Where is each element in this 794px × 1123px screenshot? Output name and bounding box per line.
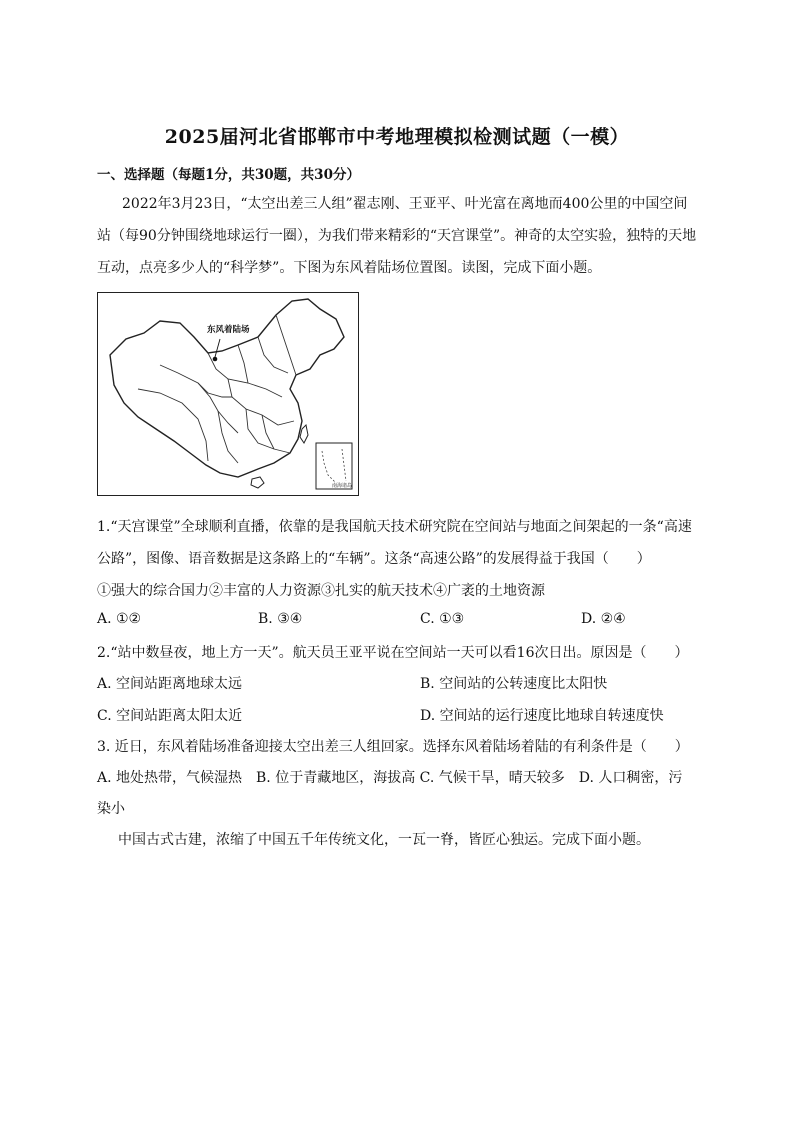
q1-option-b: B. ③④ bbox=[258, 611, 303, 627]
passage1-line-1: 2022年3月23日，“太空出差三人组”翟志刚、王亚平、叶光富在离地而400公里的中国空间 bbox=[122, 196, 688, 212]
passage1-line-2: 站（每90分钟围绕地球运行一圈），为我们带来精彩的“天宫课堂”。神奇的太空实验，独特的天地 bbox=[97, 228, 697, 244]
q1-option-d: D. ②④ bbox=[581, 611, 626, 627]
passage1-line-3: 互动，点亮多少人的“科学梦”。下图为东风着陆场位置图。读图，完成下面小题。 bbox=[97, 260, 602, 276]
document-title: 2025届河北省邯郸市中考地理模拟检测试题（一模） bbox=[164, 126, 630, 148]
q1-option-a: A. ①② bbox=[97, 611, 142, 627]
passage2: 中国古式古建，浓缩了中国五千年传统文化，一瓦一脊，皆匠心独运。完成下面小题。 bbox=[118, 832, 650, 848]
q3-line: 3. 近日，东风着陆场准备迎接太空出差三人组回家。选择东风着陆场着陆的有利条件是（ ） bbox=[97, 739, 689, 755]
q2-option-a: A. 空间站距离地球太远 bbox=[97, 676, 243, 692]
q3-options-line: A. 地处热带，气候湿热 B. 位于青藏地区，海拔高 C. 气候干旱，晴天较多 D. 人口稠密，污 bbox=[97, 770, 683, 786]
svg-text:南海诸岛: 南海诸岛 bbox=[332, 483, 353, 489]
q2-option-d: D. 空间站的运行速度比地球自转速度快 bbox=[420, 708, 664, 724]
q1-line-2: 公路”，图像、语音数据是这条路上的“车辆”。这条“高速公路”的发展得益于我国（ ） bbox=[97, 551, 651, 567]
q1-option-c: C. ①③ bbox=[420, 611, 465, 627]
q3-options-continuation: 染小 bbox=[97, 801, 125, 817]
map-label-dongfeng: 东风着陆场 bbox=[207, 325, 250, 335]
q2-line: 2.“站中数昼夜，地上方一天”。航天员王亚平说在空间站一天可以看16次日出。原因是（ ） bbox=[97, 645, 689, 661]
q2-option-c: C. 空间站距离太阳太近 bbox=[97, 708, 243, 724]
map-figure bbox=[97, 292, 359, 496]
q2-option-b: B. 空间站的公转速度比太阳快 bbox=[420, 676, 608, 692]
q1-line-3: ①强大的综合国力②丰富的人力资源③扎实的航天技术④广袤的土地资源 bbox=[97, 583, 545, 599]
section-heading: 一、选择题（每题1分，共30题，共30分） bbox=[97, 167, 360, 183]
q1-line-1: 1.“天宫课堂”全球顺利直播，依靠的是我国航天技术研究院在空间站与地面之间架起的一条“高速 bbox=[97, 519, 692, 535]
